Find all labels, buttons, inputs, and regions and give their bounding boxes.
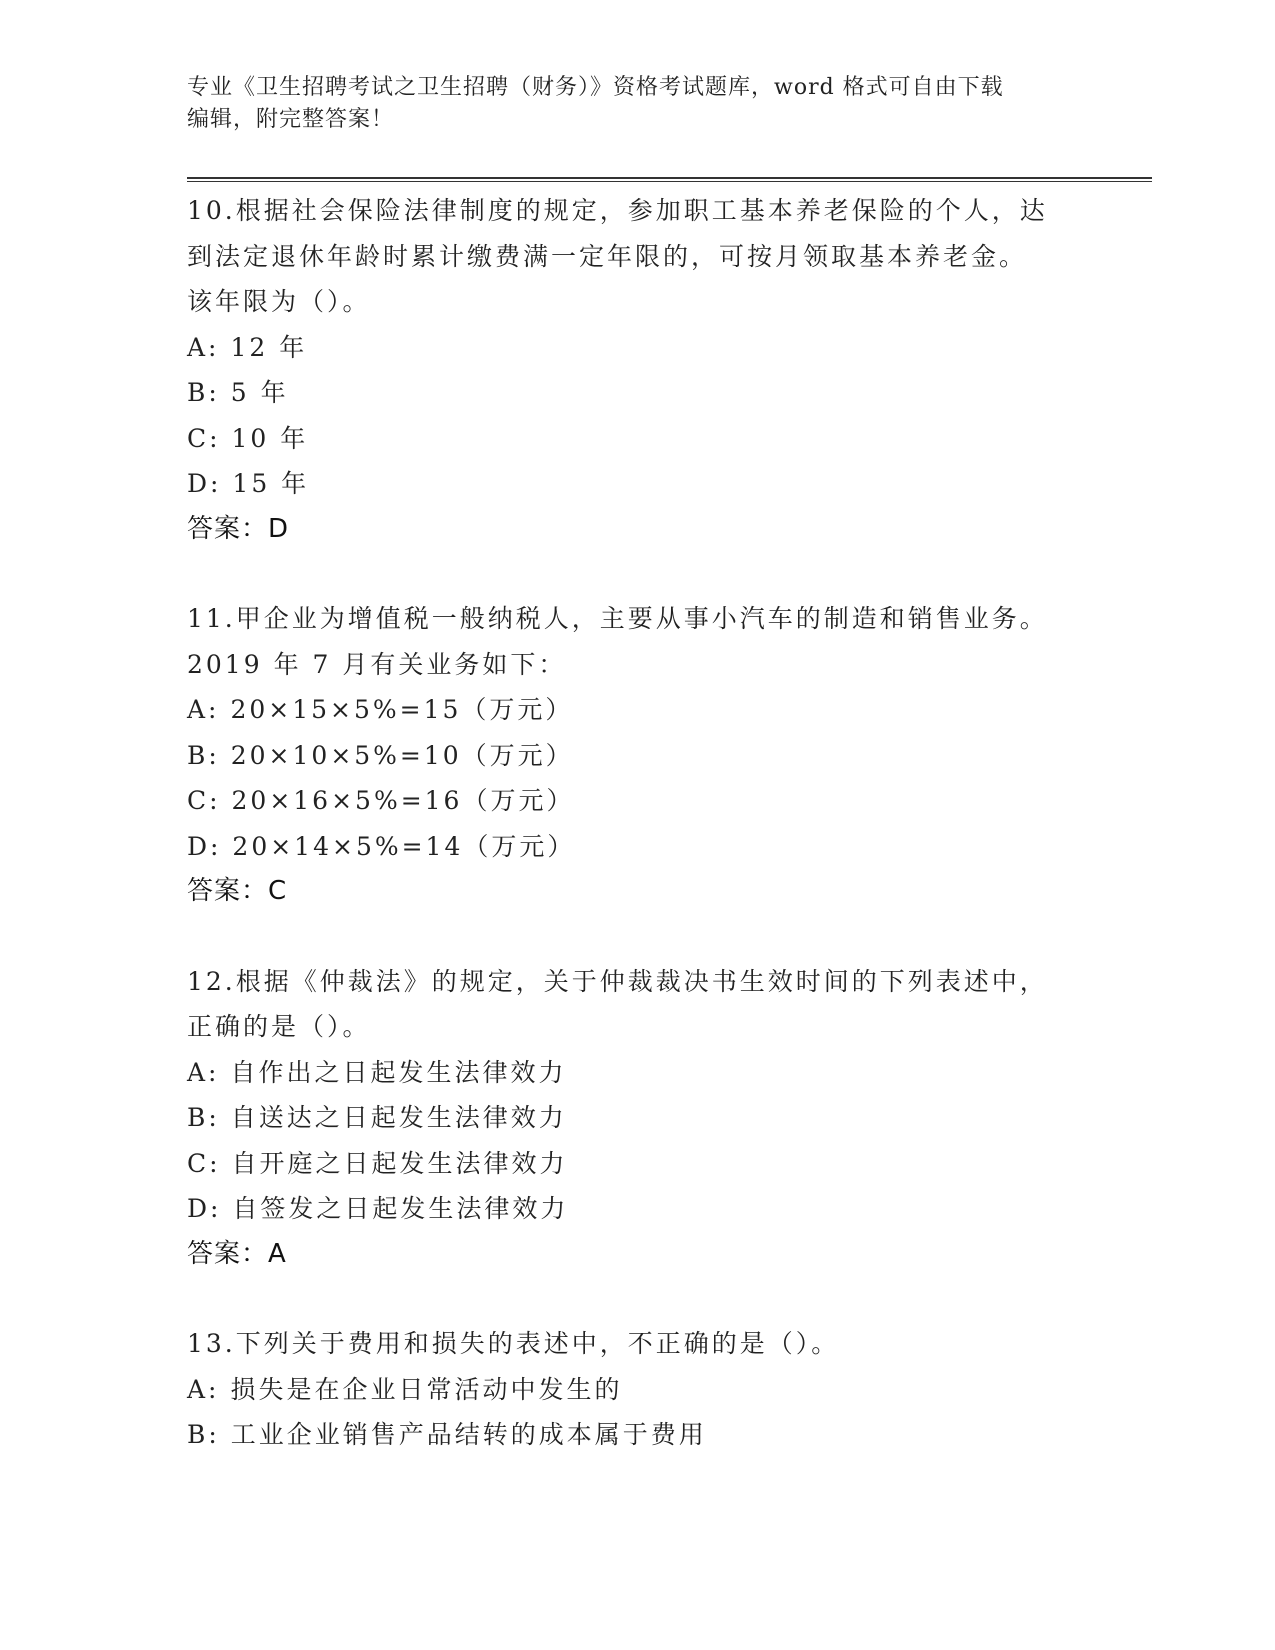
option-b bbox=[187, 1095, 1147, 1141]
question-13 bbox=[187, 1321, 1147, 1458]
option-letter: B: bbox=[187, 1103, 220, 1132]
document-header bbox=[187, 72, 1087, 136]
option-letter: C: bbox=[187, 423, 221, 453]
option-text: 5 年 bbox=[230, 378, 289, 407]
question-text-line: 10.根据社会保险法律制度的规定，参加职工基本养老保险的个人，达 bbox=[187, 196, 1048, 225]
option-b bbox=[187, 733, 1147, 779]
option-c bbox=[187, 1141, 1147, 1187]
option-text: 20×10×5%=10（万元） bbox=[230, 740, 574, 770]
question-text-line: 12.根据《仲裁法》的规定，关于仲裁裁决书生效时间的下列表述中， bbox=[187, 966, 1048, 996]
header-line-1: 专业《卫生招聘考试之卫生招聘（财务）》资格考试题库，word 格式可自由下载 bbox=[187, 75, 1004, 100]
question-text-line: 到法定退休年龄时累计缴费满一定年限的，可按月领取基本养老金。 bbox=[187, 241, 1028, 271]
answer-line: 答案：C bbox=[187, 876, 288, 906]
question-text-line: 11.甲企业为增值税一般纳税人，主要从事小汽车的制造和销售业务。 bbox=[187, 604, 1048, 633]
option-a bbox=[187, 687, 1147, 733]
option-c bbox=[187, 416, 1147, 462]
option-letter: C: bbox=[187, 786, 221, 815]
option-text: 15 年 bbox=[232, 469, 310, 498]
option-text: 工业企业销售产品结转的成本属于费用 bbox=[230, 1420, 707, 1449]
option-text: 自签发之日起发生法律效力 bbox=[232, 1194, 569, 1223]
option-text: 20×16×5%=16（万元） bbox=[231, 786, 575, 815]
option-a bbox=[187, 1367, 1147, 1413]
option-text: 自送达之日起发生法律效力 bbox=[230, 1103, 567, 1132]
option-a bbox=[187, 325, 1147, 371]
option-text: 损失是在企业日常活动中发生的 bbox=[230, 1374, 623, 1404]
option-letter: C: bbox=[187, 1148, 221, 1178]
answer-line: 答案：D bbox=[187, 513, 290, 544]
option-letter: D: bbox=[187, 831, 222, 861]
option-letter: A: bbox=[187, 1057, 220, 1087]
option-d bbox=[187, 1186, 1147, 1232]
option-letter: D: bbox=[187, 1194, 222, 1223]
option-text: 20×15×5%=15（万元） bbox=[230, 695, 574, 724]
option-d bbox=[187, 461, 1147, 507]
answer-line: 答案：A bbox=[187, 1238, 287, 1269]
question-12 bbox=[187, 959, 1147, 1278]
option-letter: A: bbox=[187, 695, 220, 724]
option-text: 自作出之日起发生法律效力 bbox=[230, 1057, 567, 1087]
option-text: 自开庭之日起发生法律效力 bbox=[231, 1148, 568, 1178]
option-letter: B: bbox=[187, 378, 220, 407]
header-divider bbox=[187, 177, 1152, 182]
question-text-line: 2019 年 7 月有关业务如下： bbox=[187, 649, 567, 679]
question-text-line: 该年限为（）。 bbox=[187, 287, 371, 316]
question-text-line: 13.下列关于费用和损失的表述中，不正确的是（）。 bbox=[187, 1329, 840, 1358]
question-text-line: 正确的是（）。 bbox=[187, 1012, 371, 1041]
question-list bbox=[187, 188, 1147, 1502]
option-text: 20×14×5%=14（万元） bbox=[232, 831, 576, 861]
header-line-2: 编辑，附完整答案！ bbox=[187, 107, 395, 132]
question-11 bbox=[187, 596, 1147, 915]
option-letter: D: bbox=[187, 469, 222, 498]
option-text: 12 年 bbox=[230, 332, 308, 362]
option-letter: B: bbox=[187, 740, 220, 770]
option-letter: A: bbox=[187, 1374, 220, 1404]
option-c bbox=[187, 778, 1147, 824]
option-letter: A: bbox=[187, 332, 220, 362]
question-10 bbox=[187, 188, 1147, 552]
option-d bbox=[187, 824, 1147, 870]
option-text: 10 年 bbox=[231, 423, 309, 453]
option-b bbox=[187, 1412, 1147, 1458]
option-a bbox=[187, 1050, 1147, 1096]
option-b bbox=[187, 370, 1147, 416]
option-letter: B: bbox=[187, 1420, 220, 1449]
